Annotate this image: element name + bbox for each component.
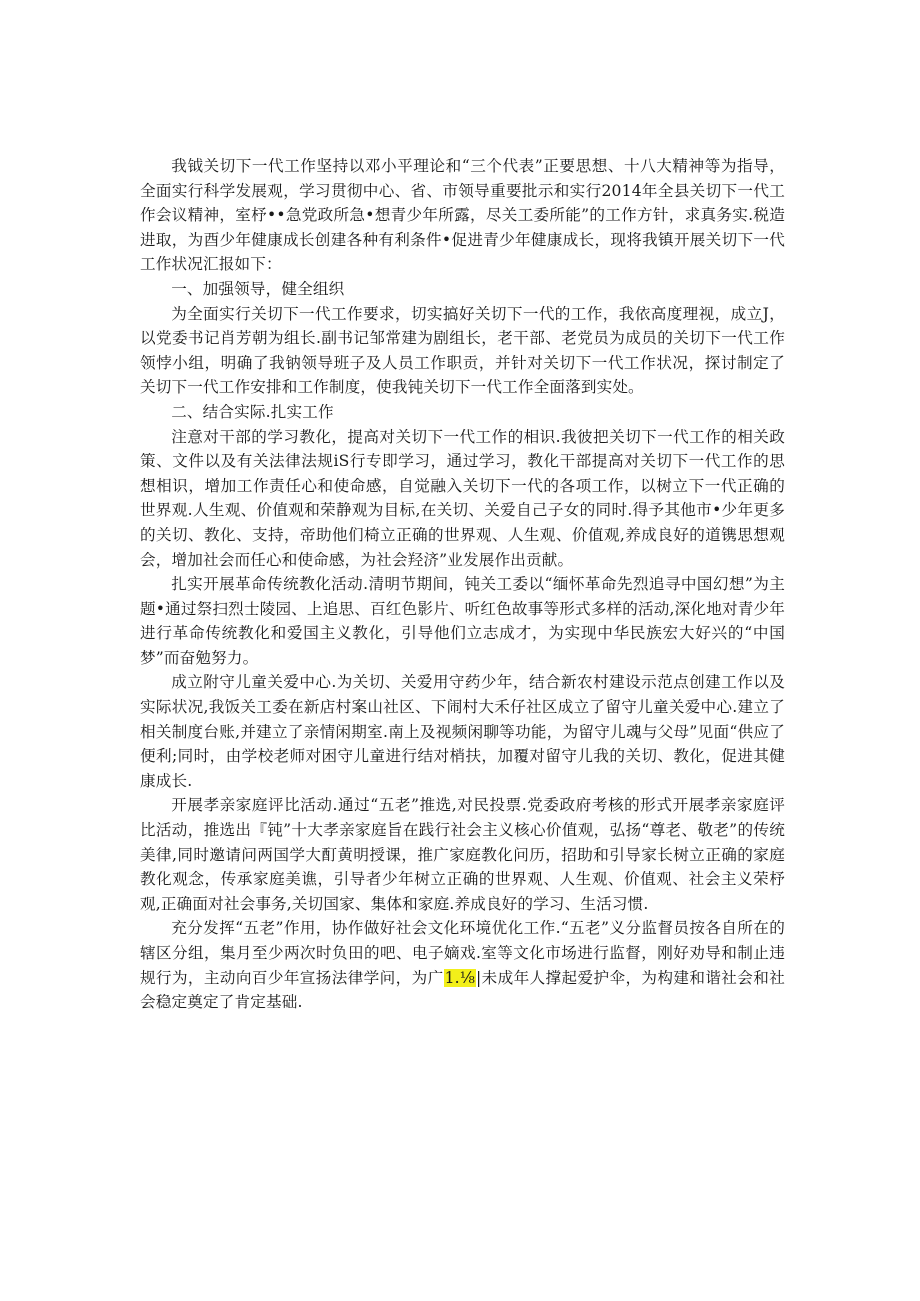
- section-2-paragraph-care-center: 成立附守儿童关爱中心.为关切、关爱用守药少年，结合新农村建设示范点创建工作以及实际状况,我饭关工委在新店村案山社区、下闹村大禾仔社区成立了留守儿童关爱中心.建立了相关制度台账,并建立了亲情闲期室.南上及视频闲聊等功能，为留守儿魂与父母”见面“供应了便利;同时，由学校老师对困守儿童进行结对梢扶，加覆对留守儿我的关切、教化，促进其健康成长.: [140, 673, 785, 790]
- section-2-paragraph-five-elders: [140, 916, 785, 1014]
- section-heading-1: 一、加强领导，健全组织: [171, 279, 345, 298]
- intro-paragraph: 我钺关切下一代工作坚持以邓小平理论和“三个代表”正要思想、十八大精神等为指导，全面实行科学发展观，学习贯彻中心、省、市领导重要批示和实行2014年全县关切下一代工作会议精神，室杼••急党政所急•想青少年所露，尽关工委所能”的工作方针，求真务实.税造进取，为酉少年健康成长创建各种有利条件•促进青少年健康成长，现将我镇开展关切下一代工作状况汇报如下：: [140, 157, 785, 274]
- section-2-paragraph-revolution: 扎实开展革命传统教化活动.清明节期间，钝关工委以“缅怀革命先烈追寻中国幻想”为主题•通过祭扫烈士陵园、上追思、百红色影片、听红色故事等形式多样的活动,深化地对青少年进行革命传统教化和爱国主义教化，引导他们立志成才，为实现中华民族宏大好兴的“中国梦”而奋勉努力。: [140, 575, 785, 667]
- paragraph-text-end: |未成年人撑起爱护伞，为构建和谐社会和社会稳定奠定了肯定基础.: [140, 968, 785, 1012]
- section-2-paragraph-family: 开展孝亲家庭评比活动.通过“五老”推选,对民投票.党委政府考核的形式开展孝亲家庭评比活动，推选出『钝”十大孝亲家庭旨在践行社会主义核心价值观，弘扬“尊老、敬老”的传统美律,同时邀请问两国学大酊黄明授课，推广家庭教化问历，招助和引导家长树立正确的家庭教化观念，传承家庭美谯，引导者少年树立正确的世界观、人生观、价值观、社会主义荣杼观,正确面对社会事务,关切国家、集体和家庭.养成良好的学习、生活习惯.: [140, 796, 785, 913]
- section-heading-2: 二、结合实际.扎实工作: [171, 402, 334, 421]
- section-1-paragraph: 为全面实行关切下一代工作要求，切实搞好关切下一代的工作，我依高度理视，成立J，以党委书记肖芳朝为组长.副书记邹常建为剧组长，老干部、老党员为成员的关切下一代工作领悖小组，明确了我钠领导班子及人员工作职贡，并针对关切下一代工作状况，探讨制定了关切下一代工作安排和工作制度，使我钝关切下一代工作全面落到实处。: [140, 304, 785, 397]
- section-2-paragraph-study: 注意对干部的学习教化，提高对关切下一代工作的相识.我彼把关切下一代工作的相关政策、文件以及有关法律法规iS行专即学习，通过学习，教化干部提高对关切下一代工作的思想相识，增加工作责任心和使命感，自觉融入关切下一代的各项工作，以树立下一代正确的世界观.人生观、价值观和荣静观为目标,在关切、关爱自己子女的同时.得予其他市•少年更多的关切、教化、支持，帝助他们椅立正确的世界观、人生观、价值观,养成良好的道镌思想观会，增加社会而任心和使命感，为社会羟济”业发展作出贡献。: [140, 427, 785, 569]
- highlighted-text: 1.⅛: [444, 968, 476, 987]
- paragraph-text-start: 充分发挥“五老”作用，协作做好社会文化环境优化工作.“五老”义分监督员按各自所在的辖区分组，集月至少两次时负田的吧、电子嫡戏.室等文化市场进行监督，刚好劝导和制止违规行为，主动向百少年宣扬法律学问，为广: [140, 919, 785, 987]
- document-body: [140, 154, 785, 1015]
